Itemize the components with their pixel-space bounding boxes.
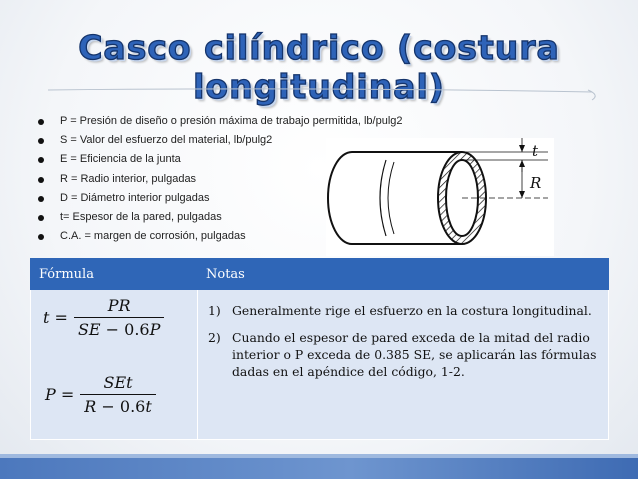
- list-item: E = Eficiencia de la junta: [38, 150, 403, 169]
- list-item: R = Radio interior, pulgadas: [38, 170, 403, 189]
- label-r: R: [530, 174, 542, 192]
- footer-bar: [0, 458, 638, 479]
- list-item: S = Valor del esfuerzo del material, lb/pulg2: [38, 131, 403, 150]
- header-formula: Fórmula: [31, 259, 198, 290]
- note-item: 2) Cuando el espesor de pared exceda de la mitad del radio interior o P exceda de 0.385 SE, se aplicarán las fórmulas dadas en el apéndice del código, 1-2.: [208, 330, 597, 379]
- header-notes: Notas: [198, 259, 609, 290]
- list-item: D = Diámetro interior pulgadas: [38, 189, 403, 208]
- formula-thickness: t = $\frac{PR}{SE - 0.6P}$: [43, 296, 197, 339]
- formula-cell: [31, 290, 198, 440]
- list-item: t= Espesor de la pared, pulgadas: [38, 208, 403, 227]
- slide-title: Casco cilíndrico (costura longitudinal): [78, 28, 560, 106]
- formula-pressure: P = $\frac{\text{SEt}}{R - 0.6t}$: [45, 373, 197, 416]
- formula-table: [30, 258, 609, 440]
- cylinder-diagram: [326, 138, 554, 256]
- list-item: C.A. = margen de corrosión, pulgadas: [38, 227, 403, 246]
- list-item: P = Presión de diseño o presión máxima de trabajo permitida, lb/pulg2: [38, 112, 403, 131]
- title-underline: [40, 86, 606, 102]
- label-t: t: [532, 142, 539, 160]
- notes-cell: [198, 290, 609, 440]
- note-item: 1) Generalmente rige el esfuerzo en la costura longitudinal.: [208, 303, 592, 318]
